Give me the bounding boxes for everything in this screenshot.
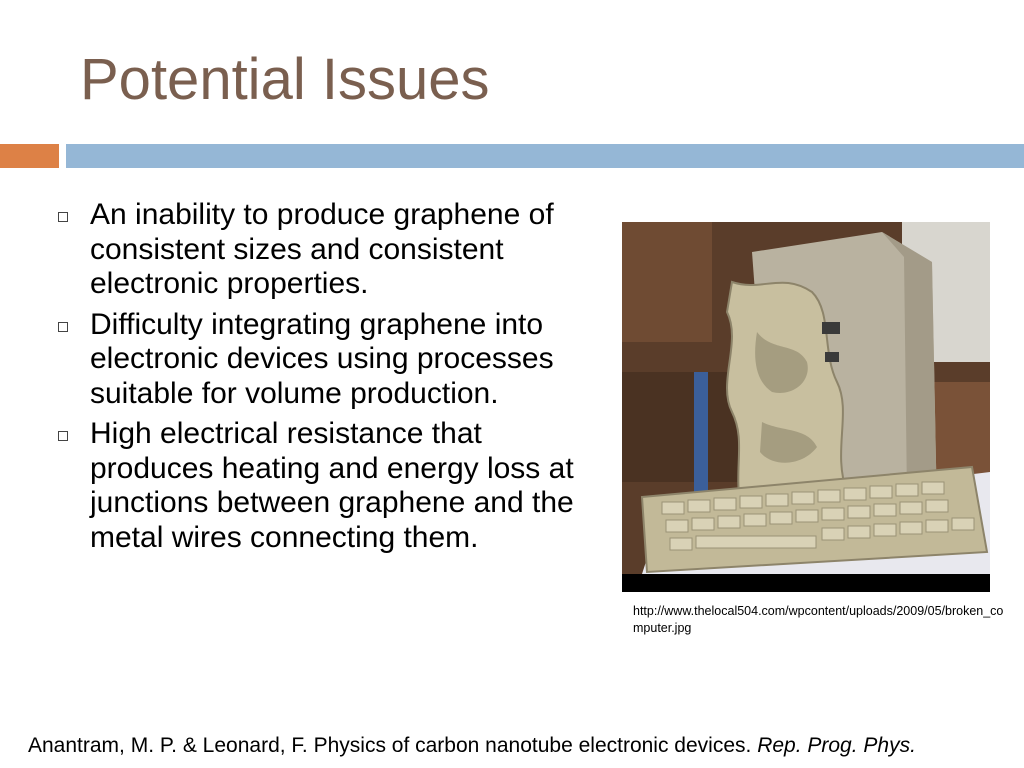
bullet-item (54, 417, 574, 555)
broken-computer-photo (622, 222, 990, 592)
accent-bar-orange (0, 144, 59, 168)
bullet-text: An inability to produce graphene of consistent sizes and consistent electronic properties. (90, 198, 554, 300)
bullet-list (54, 198, 574, 561)
bullet-item (54, 198, 574, 302)
hollow-square-bullet-icon (58, 322, 68, 332)
slide-title: Potential Issues (80, 47, 490, 112)
hollow-square-bullet-icon (58, 431, 68, 441)
citation-text (28, 733, 1018, 768)
hollow-square-bullet-icon (58, 212, 68, 222)
bullet-item (54, 308, 574, 412)
accent-bar-blue (66, 144, 1024, 168)
image-source-caption: http://www.thelocal504.com/wpcontent/uploads/2009/05/broken_computer.jpg (633, 604, 1004, 635)
citation-journal: Rep. Prog. Phys. (757, 734, 916, 757)
broken-computer-illustration (622, 222, 990, 592)
citation-authors: Anantram, M. P. & Leonard, F. Physics of carbon nanotube electronic devices. (28, 734, 752, 757)
bullet-text: Difficulty integrating graphene into electronic devices using processes suitable for volume production. (90, 307, 554, 410)
bullet-text: High electrical resistance that produces heating and energy loss at junctions between graphene and the metal wires connecting them. (90, 417, 574, 554)
